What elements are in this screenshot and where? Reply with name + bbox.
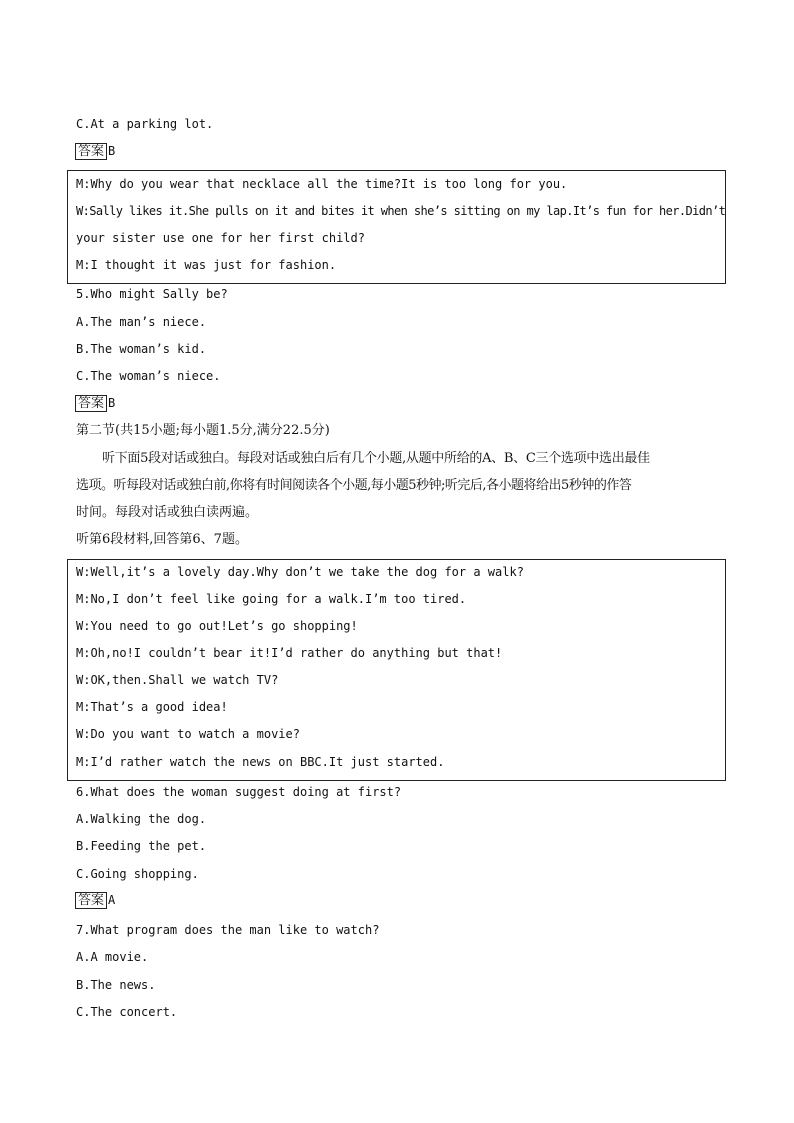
q6-option-a: A.Walking the dog.: [76, 812, 207, 826]
dialogue-line: W:You need to go out!Let’s go shopping!: [76, 619, 358, 633]
instruction-line: 听下面5段对话或独白。每段对话或独白后有几个小题,从题中所给的A、B、C三个选项中选出最佳: [102, 451, 650, 466]
dialogue-line: M:That’s a good idea!: [76, 700, 228, 714]
dialogue-line: M:I thought it was just for fashion.: [76, 258, 337, 272]
instruction-line: 选项。听每段对话或独白前,你将有时间阅读各个小题,每小题5秒钟;听完后,各小题将给出5秒钟的作答: [76, 478, 632, 493]
section-2-title: 第二节(共15小题;每小题1.5分,满分22.5分): [76, 423, 330, 438]
question-7: 7.What program does the man like to watch?: [76, 923, 380, 937]
dialogue-line: M:I’d rather watch the news on BBC.It just started.: [76, 755, 445, 769]
question-6: 6.What does the woman suggest doing at first?: [76, 785, 402, 799]
q6-option-b: B.Feeding the pet.: [76, 839, 207, 853]
q6-option-c: C.Going shopping.: [76, 867, 199, 881]
q5-option-c: C.The woman’s niece.: [76, 369, 221, 383]
dialogue-line: your sister use one for her first child?: [76, 231, 365, 245]
dialogue-line: W:Do you want to watch a movie?: [76, 727, 300, 741]
dialogue-line: M:Oh,no!I couldn’t bear it!I’d rather do anything but that!: [76, 646, 503, 660]
material-6-intro: 听第6段材料,回答第6、7题。: [76, 532, 248, 547]
q7-option-a: A.A movie.: [76, 950, 149, 964]
q5-answer-row: [75, 394, 115, 412]
answer-value: B: [108, 144, 116, 158]
dialogue-box-6: [67, 559, 726, 781]
dialogue-line: W:Well,it’s a lovely day.Why don’t we take the dog for a walk?: [76, 565, 524, 579]
q5-option-a: A.The man’s niece.: [76, 315, 207, 329]
q6-answer-row: [75, 891, 115, 909]
q5-option-b: B.The woman’s kid.: [76, 342, 207, 356]
question-5: 5.Who might Sally be?: [76, 287, 228, 301]
q4-answer-row: [75, 142, 115, 160]
dialogue-box-5: [67, 170, 726, 284]
dialogue-line: W:OK,then.Shall we watch TV?: [76, 673, 279, 687]
dialogue-line: W:Sally likes it.She pulls on it and bites it when she’s sitting on my lap.It’s fun for her.Didn’t: [76, 204, 726, 218]
q7-option-c: C.The concert.: [76, 1005, 178, 1019]
answer-label: 答案: [75, 395, 107, 412]
dialogue-line: M:No,I don’t feel like going for a walk.I’m too tired.: [76, 592, 467, 606]
dialogue-line: M:Why do you wear that necklace all the time?It is too long for you.: [76, 177, 568, 191]
answer-value: A: [108, 893, 116, 907]
answer-value: B: [108, 396, 116, 410]
q4-option-c: C.At a parking lot.: [76, 117, 214, 131]
instruction-line: 时间。每段对话或独白读两遍。: [76, 505, 259, 520]
answer-label: 答案: [75, 892, 107, 909]
answer-label: 答案: [75, 143, 107, 160]
q7-option-b: B.The news.: [76, 978, 156, 992]
